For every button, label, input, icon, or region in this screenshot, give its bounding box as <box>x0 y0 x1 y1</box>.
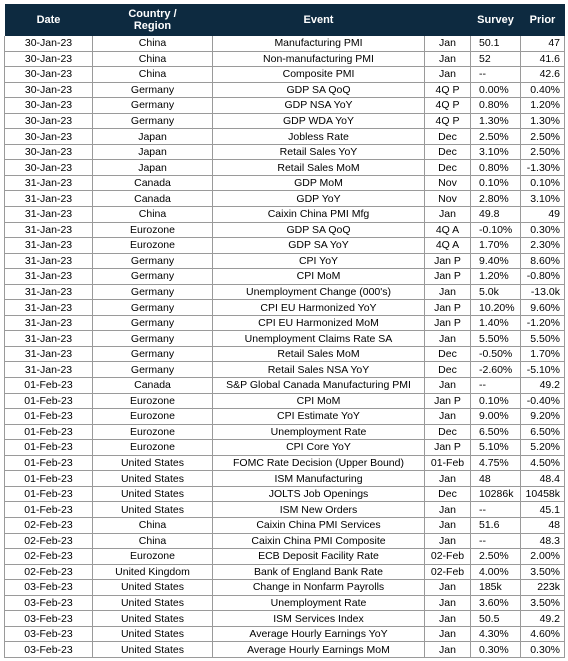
cell-survey: 2.80% <box>471 191 521 207</box>
header-period <box>425 4 471 36</box>
cell-survey: 0.10% <box>471 393 521 409</box>
cell-event: GDP NSA YoY <box>213 98 425 114</box>
cell-date: 02-Feb-23 <box>5 549 93 565</box>
cell-survey: 51.6 <box>471 517 521 533</box>
cell-date: 03-Feb-23 <box>5 595 93 611</box>
cell-survey: 1.40% <box>471 315 521 331</box>
cell-event: Manufacturing PMI <box>213 36 425 51</box>
cell-event: CPI MoM <box>213 269 425 285</box>
cell-period: 4Q A <box>425 222 471 238</box>
cell-event: Retail Sales MoM <box>213 160 425 176</box>
cell-date: 31-Jan-23 <box>5 331 93 347</box>
cell-country: Japan <box>93 160 213 176</box>
cell-prior: 49 <box>521 207 565 223</box>
cell-country: China <box>93 207 213 223</box>
cell-period: 02-Feb <box>425 564 471 580</box>
cell-survey: 52 <box>471 51 521 67</box>
cell-prior: 6.50% <box>521 424 565 440</box>
cell-country: United States <box>93 455 213 471</box>
cell-survey: 0.00% <box>471 82 521 98</box>
cell-date: 01-Feb-23 <box>5 502 93 518</box>
cell-country: Germany <box>93 113 213 129</box>
cell-prior: 49.2 <box>521 378 565 394</box>
cell-date: 01-Feb-23 <box>5 471 93 487</box>
cell-country: China <box>93 517 213 533</box>
cell-country: Germany <box>93 253 213 269</box>
table-row <box>5 331 565 347</box>
cell-period: Dec <box>425 160 471 176</box>
cell-country: China <box>93 51 213 67</box>
cell-period: Jan <box>425 517 471 533</box>
cell-survey: 0.30% <box>471 642 521 658</box>
cell-survey: 2.50% <box>471 129 521 145</box>
cell-prior: 3.50% <box>521 595 565 611</box>
cell-date: 01-Feb-23 <box>5 455 93 471</box>
cell-survey: 1.70% <box>471 238 521 254</box>
cell-date: 03-Feb-23 <box>5 580 93 596</box>
table-row <box>5 113 565 129</box>
header-prior: Prior <box>521 4 565 36</box>
cell-survey: -2.60% <box>471 362 521 378</box>
cell-date: 01-Feb-23 <box>5 486 93 502</box>
cell-date: 01-Feb-23 <box>5 409 93 425</box>
cell-prior: 5.20% <box>521 440 565 456</box>
cell-period: Jan <box>425 471 471 487</box>
cell-survey: 50.5 <box>471 611 521 627</box>
cell-survey: -0.10% <box>471 222 521 238</box>
cell-period: Jan P <box>425 253 471 269</box>
cell-event: S&P Global Canada Manufacturing PMI <box>213 378 425 394</box>
cell-period: Nov <box>425 191 471 207</box>
cell-date: 03-Feb-23 <box>5 642 93 658</box>
cell-event: Change in Nonfarm Payrolls <box>213 580 425 596</box>
cell-survey: 5.10% <box>471 440 521 456</box>
cell-period: Jan <box>425 331 471 347</box>
cell-country: Germany <box>93 82 213 98</box>
table-row <box>5 455 565 471</box>
cell-event: Retail Sales MoM <box>213 346 425 362</box>
table-row <box>5 346 565 362</box>
table-row <box>5 300 565 316</box>
cell-prior: 49.2 <box>521 611 565 627</box>
cell-survey: 48 <box>471 471 521 487</box>
cell-prior: 1.20% <box>521 98 565 114</box>
cell-event: CPI MoM <box>213 393 425 409</box>
cell-country: China <box>93 533 213 549</box>
cell-country: United Kingdom <box>93 564 213 580</box>
cell-date: 31-Jan-23 <box>5 269 93 285</box>
cell-survey: 0.80% <box>471 98 521 114</box>
cell-prior: 0.30% <box>521 642 565 658</box>
cell-prior: 223k <box>521 580 565 596</box>
cell-event: Caixin China PMI Mfg <box>213 207 425 223</box>
cell-date: 02-Feb-23 <box>5 517 93 533</box>
cell-survey: -- <box>471 67 521 83</box>
cell-date: 31-Jan-23 <box>5 284 93 300</box>
cell-country: Germany <box>93 331 213 347</box>
cell-prior: 42.6 <box>521 67 565 83</box>
cell-prior: 45.1 <box>521 502 565 518</box>
cell-event: CPI Estimate YoY <box>213 409 425 425</box>
cell-event: CPI EU Harmonized YoY <box>213 300 425 316</box>
cell-period: Jan <box>425 595 471 611</box>
cell-period: Dec <box>425 362 471 378</box>
cell-survey: 5.50% <box>471 331 521 347</box>
cell-date: 03-Feb-23 <box>5 611 93 627</box>
cell-prior: 2.50% <box>521 129 565 145</box>
cell-date: 31-Jan-23 <box>5 238 93 254</box>
cell-prior: 8.60% <box>521 253 565 269</box>
cell-period: Dec <box>425 424 471 440</box>
cell-date: 30-Jan-23 <box>5 98 93 114</box>
table-row <box>5 580 565 596</box>
header-date: Date <box>5 4 93 36</box>
cell-country: Germany <box>93 346 213 362</box>
cell-period: Jan <box>425 409 471 425</box>
table-row <box>5 160 565 176</box>
cell-prior: 4.60% <box>521 626 565 642</box>
cell-country: United States <box>93 611 213 627</box>
table-row <box>5 486 565 502</box>
cell-country: Japan <box>93 144 213 160</box>
cell-period: 01-Feb <box>425 455 471 471</box>
cell-event: Bank of England Bank Rate <box>213 564 425 580</box>
cell-event: ISM New Orders <box>213 502 425 518</box>
cell-country: China <box>93 67 213 83</box>
cell-date: 02-Feb-23 <box>5 564 93 580</box>
cell-country: United States <box>93 486 213 502</box>
cell-prior: 4.50% <box>521 455 565 471</box>
cell-country: United States <box>93 580 213 596</box>
cell-country: Eurozone <box>93 440 213 456</box>
cell-date: 31-Jan-23 <box>5 207 93 223</box>
table-row <box>5 642 565 658</box>
table-row <box>5 284 565 300</box>
cell-event: CPI Core YoY <box>213 440 425 456</box>
cell-survey: 4.30% <box>471 626 521 642</box>
cell-prior: 2.50% <box>521 144 565 160</box>
cell-event: CPI EU Harmonized MoM <box>213 315 425 331</box>
cell-date: 02-Feb-23 <box>5 533 93 549</box>
table-row <box>5 549 565 565</box>
cell-period: Jan <box>425 36 471 51</box>
table-row <box>5 207 565 223</box>
cell-period: Jan P <box>425 300 471 316</box>
cell-survey: -0.50% <box>471 346 521 362</box>
cell-date: 31-Jan-23 <box>5 362 93 378</box>
cell-date: 31-Jan-23 <box>5 253 93 269</box>
cell-event: GDP WDA YoY <box>213 113 425 129</box>
cell-prior: 3.50% <box>521 564 565 580</box>
table-row <box>5 269 565 285</box>
cell-survey: 0.80% <box>471 160 521 176</box>
cell-period: Jan <box>425 533 471 549</box>
table-row <box>5 611 565 627</box>
cell-prior: 47 <box>521 36 565 51</box>
cell-event: GDP SA QoQ <box>213 222 425 238</box>
table-row <box>5 393 565 409</box>
cell-country: Germany <box>93 362 213 378</box>
table-row <box>5 626 565 642</box>
economic-calendar-table <box>4 4 565 658</box>
cell-survey: 0.10% <box>471 175 521 191</box>
cell-country: Eurozone <box>93 549 213 565</box>
cell-country: Canada <box>93 191 213 207</box>
table-row <box>5 82 565 98</box>
cell-event: GDP SA QoQ <box>213 82 425 98</box>
cell-country: China <box>93 36 213 51</box>
cell-date: 30-Jan-23 <box>5 36 93 51</box>
cell-survey: 4.75% <box>471 455 521 471</box>
table-row <box>5 67 565 83</box>
cell-event: GDP SA YoY <box>213 238 425 254</box>
cell-country: Eurozone <box>93 238 213 254</box>
cell-survey: 10.20% <box>471 300 521 316</box>
table-row <box>5 440 565 456</box>
cell-event: Retail Sales YoY <box>213 144 425 160</box>
table-row <box>5 533 565 549</box>
cell-prior: 2.00% <box>521 549 565 565</box>
cell-country: Eurozone <box>93 393 213 409</box>
cell-period: Jan P <box>425 440 471 456</box>
cell-survey: -- <box>471 378 521 394</box>
cell-date: 01-Feb-23 <box>5 440 93 456</box>
cell-date: 01-Feb-23 <box>5 393 93 409</box>
cell-event: ECB Deposit Facility Rate <box>213 549 425 565</box>
cell-survey: 4.00% <box>471 564 521 580</box>
cell-prior: 41.6 <box>521 51 565 67</box>
cell-country: Canada <box>93 175 213 191</box>
cell-survey: 10286k <box>471 486 521 502</box>
cell-survey: 9.00% <box>471 409 521 425</box>
cell-prior: 2.30% <box>521 238 565 254</box>
table-row <box>5 362 565 378</box>
cell-period: 02-Feb <box>425 549 471 565</box>
cell-date: 30-Jan-23 <box>5 51 93 67</box>
cell-country: United States <box>93 471 213 487</box>
cell-date: 03-Feb-23 <box>5 626 93 642</box>
cell-event: Jobless Rate <box>213 129 425 145</box>
cell-period: 4Q A <box>425 238 471 254</box>
table-row <box>5 175 565 191</box>
cell-period: Nov <box>425 175 471 191</box>
cell-prior: -0.40% <box>521 393 565 409</box>
table-row <box>5 98 565 114</box>
cell-period: Jan <box>425 51 471 67</box>
cell-period: Dec <box>425 486 471 502</box>
cell-event: Caixin China PMI Composite <box>213 533 425 549</box>
cell-event: Composite PMI <box>213 67 425 83</box>
cell-country: Eurozone <box>93 222 213 238</box>
cell-date: 31-Jan-23 <box>5 315 93 331</box>
cell-date: 31-Jan-23 <box>5 346 93 362</box>
cell-prior: 1.30% <box>521 113 565 129</box>
table-row <box>5 315 565 331</box>
table-row <box>5 144 565 160</box>
cell-event: Unemployment Rate <box>213 595 425 611</box>
cell-survey: 1.20% <box>471 269 521 285</box>
cell-prior: -1.30% <box>521 160 565 176</box>
cell-date: 30-Jan-23 <box>5 113 93 129</box>
table-row <box>5 564 565 580</box>
cell-survey: 1.30% <box>471 113 521 129</box>
table-row <box>5 191 565 207</box>
cell-country: United States <box>93 642 213 658</box>
cell-country: Eurozone <box>93 409 213 425</box>
cell-prior: -0.80% <box>521 269 565 285</box>
cell-period: Dec <box>425 144 471 160</box>
cell-survey: 50.1 <box>471 36 521 51</box>
cell-period: 4Q P <box>425 98 471 114</box>
cell-country: United States <box>93 626 213 642</box>
cell-period: Jan P <box>425 269 471 285</box>
cell-prior: 5.50% <box>521 331 565 347</box>
cell-period: Jan <box>425 378 471 394</box>
cell-period: Jan <box>425 284 471 300</box>
cell-period: Jan <box>425 502 471 518</box>
cell-date: 30-Jan-23 <box>5 82 93 98</box>
cell-survey: 185k <box>471 580 521 596</box>
cell-prior: 1.70% <box>521 346 565 362</box>
cell-survey: 9.40% <box>471 253 521 269</box>
cell-event: ISM Manufacturing <box>213 471 425 487</box>
cell-prior: 48.4 <box>521 471 565 487</box>
cell-date: 31-Jan-23 <box>5 175 93 191</box>
cell-date: 30-Jan-23 <box>5 144 93 160</box>
cell-country: United States <box>93 595 213 611</box>
cell-event: Average Hourly Earnings MoM <box>213 642 425 658</box>
header-event: Event <box>213 4 425 36</box>
cell-event: GDP MoM <box>213 175 425 191</box>
cell-event: Unemployment Claims Rate SA <box>213 331 425 347</box>
cell-date: 30-Jan-23 <box>5 129 93 145</box>
table-row <box>5 409 565 425</box>
cell-period: Dec <box>425 346 471 362</box>
table-row <box>5 517 565 533</box>
table-row <box>5 222 565 238</box>
table-row <box>5 238 565 254</box>
cell-period: Jan <box>425 67 471 83</box>
header-country-region <box>93 4 213 36</box>
table-row <box>5 129 565 145</box>
cell-country: Japan <box>93 129 213 145</box>
cell-date: 31-Jan-23 <box>5 191 93 207</box>
table-row <box>5 595 565 611</box>
cell-prior: 0.40% <box>521 82 565 98</box>
cell-event: Retail Sales NSA YoY <box>213 362 425 378</box>
cell-event: GDP YoY <box>213 191 425 207</box>
cell-country: Germany <box>93 98 213 114</box>
cell-event: ISM Services Index <box>213 611 425 627</box>
cell-date: 31-Jan-23 <box>5 222 93 238</box>
cell-date: 01-Feb-23 <box>5 378 93 394</box>
cell-period: Jan <box>425 207 471 223</box>
cell-survey: 49.8 <box>471 207 521 223</box>
cell-prior: 10458k <box>521 486 565 502</box>
cell-country: Canada <box>93 378 213 394</box>
cell-period: 4Q P <box>425 82 471 98</box>
cell-country: Eurozone <box>93 424 213 440</box>
table-row <box>5 471 565 487</box>
header-country-label: Country / Region <box>128 8 177 32</box>
header-row <box>5 4 565 36</box>
cell-period: 4Q P <box>425 113 471 129</box>
cell-period: Jan P <box>425 315 471 331</box>
cell-period: Jan <box>425 642 471 658</box>
cell-country: Germany <box>93 284 213 300</box>
cell-country: Germany <box>93 300 213 316</box>
cell-survey: 6.50% <box>471 424 521 440</box>
cell-event: Caixin China PMI Services <box>213 517 425 533</box>
cell-event: FOMC Rate Decision (Upper Bound) <box>213 455 425 471</box>
table-row <box>5 502 565 518</box>
cell-prior: 9.60% <box>521 300 565 316</box>
cell-date: 30-Jan-23 <box>5 160 93 176</box>
cell-country: Germany <box>93 269 213 285</box>
cell-prior: 48 <box>521 517 565 533</box>
cell-period: Jan <box>425 626 471 642</box>
cell-country: United States <box>93 502 213 518</box>
table-row <box>5 51 565 67</box>
cell-event: Non-manufacturing PMI <box>213 51 425 67</box>
cell-survey: 5.0k <box>471 284 521 300</box>
cell-country: Germany <box>93 315 213 331</box>
cell-event: Unemployment Rate <box>213 424 425 440</box>
cell-prior: 9.20% <box>521 409 565 425</box>
table-row <box>5 36 565 51</box>
cell-prior: 3.10% <box>521 191 565 207</box>
cell-survey: -- <box>471 502 521 518</box>
cell-survey: 3.10% <box>471 144 521 160</box>
cell-period: Jan <box>425 611 471 627</box>
cell-prior: 0.30% <box>521 222 565 238</box>
cell-survey: -- <box>471 533 521 549</box>
cell-period: Jan P <box>425 393 471 409</box>
cell-prior: 48.3 <box>521 533 565 549</box>
cell-period: Jan <box>425 580 471 596</box>
cell-survey: 3.60% <box>471 595 521 611</box>
cell-event: CPI YoY <box>213 253 425 269</box>
cell-survey: 2.50% <box>471 549 521 565</box>
cell-event: Unemployment Change (000's) <box>213 284 425 300</box>
cell-prior: -1.20% <box>521 315 565 331</box>
table-row <box>5 424 565 440</box>
cell-event: JOLTS Job Openings <box>213 486 425 502</box>
table-row <box>5 378 565 394</box>
cell-prior: -13.0k <box>521 284 565 300</box>
table-row <box>5 253 565 269</box>
header-survey: Survey <box>471 4 521 36</box>
cell-prior: 0.10% <box>521 175 565 191</box>
cell-prior: -5.10% <box>521 362 565 378</box>
cell-date: 31-Jan-23 <box>5 300 93 316</box>
cell-date: 01-Feb-23 <box>5 424 93 440</box>
calendar-table-container <box>4 4 564 658</box>
table-body <box>5 36 565 657</box>
cell-event: Average Hourly Earnings YoY <box>213 626 425 642</box>
cell-date: 30-Jan-23 <box>5 67 93 83</box>
cell-period: Dec <box>425 129 471 145</box>
